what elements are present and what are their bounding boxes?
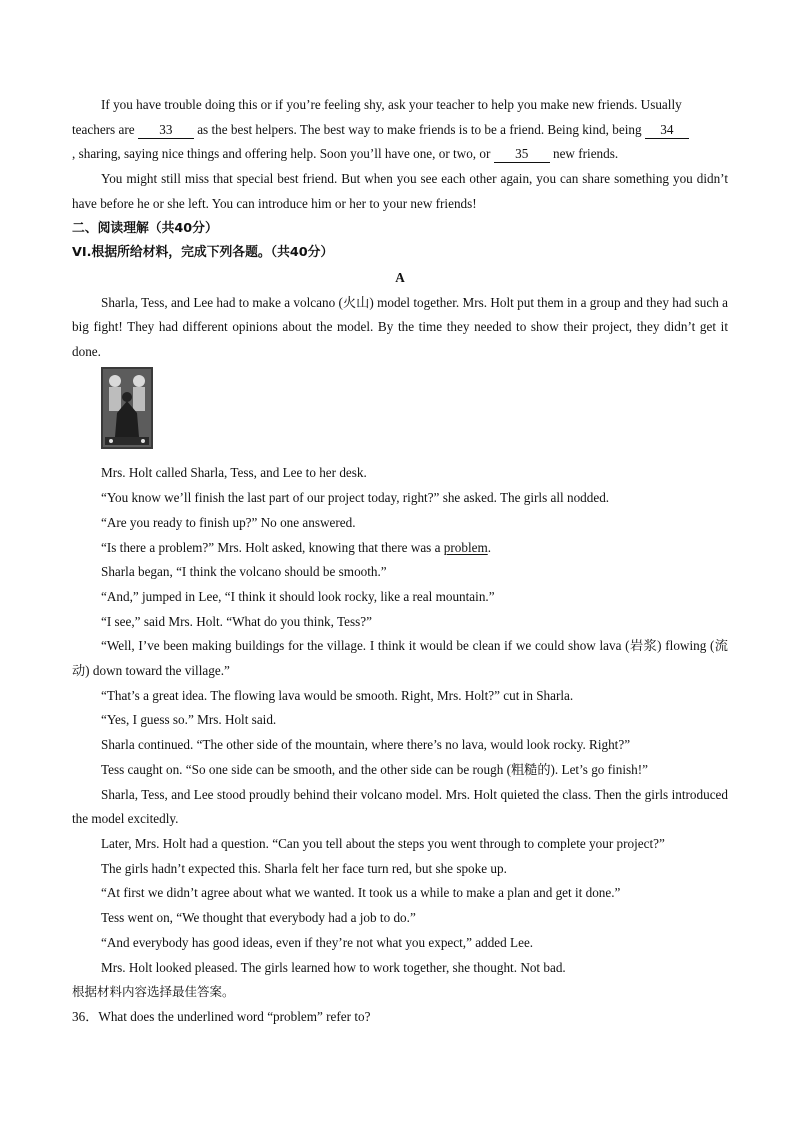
story-illustration — [101, 367, 153, 449]
instruction: 根据材料内容选择最佳答案。 — [72, 984, 235, 1000]
paragraph-2-line — [72, 118, 728, 143]
blank-35: 35 — [494, 146, 550, 163]
paragraph-1: If you have trouble doing this or if you’re feeling shy, ask your teacher to help you make new friends. Usually — [101, 97, 682, 112]
text: “Is there a problem?” Mrs. Holt asked, knowing that there was a — [101, 539, 441, 555]
story-line: “And,” jumped in Lee, “I think it should look rocky, like a real mountain.” — [101, 588, 495, 604]
passage-letter: A — [395, 269, 405, 285]
blank-33: 33 — [138, 122, 194, 139]
text: teachers are — [72, 121, 135, 137]
text: new friends. — [552, 146, 619, 162]
story-line: “I see,” said Mrs. Holt. “What do you think, Tess?” — [101, 613, 372, 629]
paragraph-4: You might still miss that special best friend. But when you see each other again, you can share something you didn’t have before he or she left. You can introduce him or her to your new friends! — [72, 171, 728, 211]
question-36: 36．What does the underlined word “problem” refer to? — [72, 1008, 371, 1024]
story-line: “Well, I’ve been making buildings for the village. I think it would be clean if we could show lava (岩浆) flowing (流动) down toward the village.” — [72, 638, 728, 679]
text: , sharing, saying nice things and offering help. Soon you’ll have one, or two, or — [72, 146, 491, 162]
text: . — [487, 539, 492, 555]
story-line: Mrs. Holt called Sharla, Tess, and Lee to her desk. — [101, 465, 367, 481]
story-line: “That’s a great idea. The flowing lava would be smooth. Right, Mrs. Holt?” cut in Sharla. — [101, 687, 574, 703]
paragraph-3-line — [72, 142, 728, 167]
text: as the best helpers. The best way to make friends is to be a friend. Being kind, being — [197, 121, 642, 137]
section-heading: 二、阅读理解（共40分） — [72, 220, 218, 236]
story-line: Tess went on, “We thought that everybody had a job to do.” — [101, 910, 416, 926]
story-line: Later, Mrs. Holt had a question. “Can you tell about the steps you went through to complete your project?” — [101, 835, 665, 851]
story-line: Mrs. Holt looked pleased. The girls learned how to work together, she thought. Not bad. — [101, 959, 566, 975]
story-line: “You know we’ll finish the last part of our project today, right?” she asked. The girls all nodded. — [101, 490, 610, 506]
sub-heading: VI.根据所给材料，完成下列各题。（共40分） — [72, 245, 334, 261]
story-line: Sharla, Tess, and Lee stood proudly behind their volcano model. Mrs. Holt quieted the class. Then the girls introduced the model excitedly. — [72, 786, 728, 827]
story-line: Sharla continued. “The other side of the mountain, where there’s no lava, would look rocky. Right?” — [101, 737, 631, 753]
story-line: “Are you ready to finish up?” No one answered. — [101, 514, 356, 530]
story-line: The girls hadn’t expected this. Sharla felt her face turn red, but she spoke up. — [101, 860, 507, 876]
story-intro: Sharla, Tess, and Lee had to make a volcano (火山) model together. Mrs. Holt put them in a group and they had such a big fight! They had different opinions about the model. By the time they needed to show their project, they didn’t get it done. — [72, 294, 728, 360]
blank-34: 34 — [645, 122, 689, 139]
story-line: “And everybody has good ideas, even if they’re not what you expect,” added Lee. — [101, 934, 534, 950]
underlined-word-problem: problem — [443, 539, 488, 555]
story-line-problem — [72, 536, 728, 561]
story-line: “At first we didn’t agree about what we wanted. It took us a while to make a plan and get it done.” — [101, 885, 621, 901]
document-page — [72, 93, 728, 1030]
story-line: Tess caught on. “So one side can be smooth, and the other side can be rough (粗糙的). Let’s go finish!” — [101, 761, 648, 777]
story-line: “Yes, I guess so.” Mrs. Holt said. — [101, 712, 277, 728]
story-line: Sharla began, “I think the volcano should be smooth.” — [101, 564, 387, 580]
